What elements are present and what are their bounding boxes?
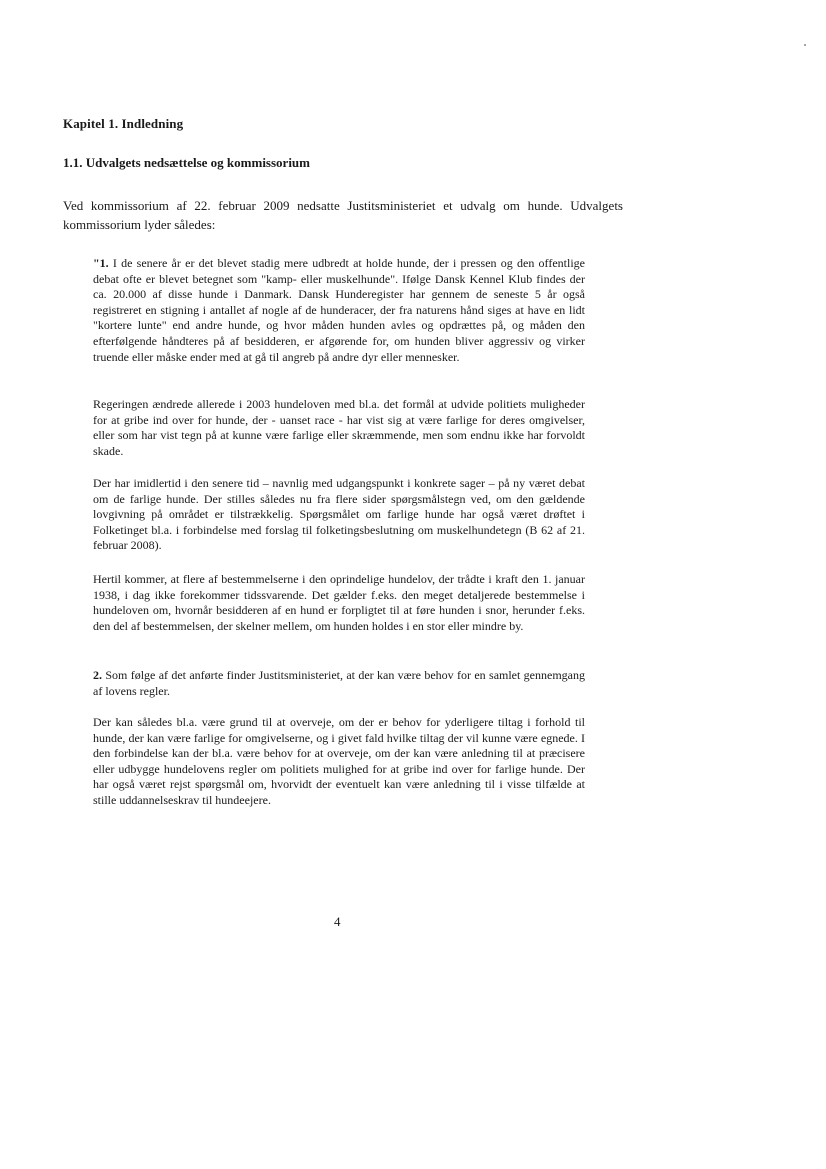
intro-paragraph: Ved kommissorium af 22. februar 2009 nedsatte Justitsministeriet et udvalg om hunde. Udvalgets kommissorium lyder således: bbox=[63, 198, 623, 232]
quote-paragraph-4: Hertil kommer, at flere af bestemmelserne i den oprindelige hundelov, der trådte i kraft den 1. januar 1938, i dag ikke forekommer tidssvarende. Det gælder f.eks. den meget detaljerede bestemmelse i hundeloven om, hvornår besidderen af en hund er forpligtet til at føre hunden i snor, herunder f.eks. den del af bestemmelsen, der skelner mellem, om hunden holdes i en stor eller mindre by. bbox=[93, 572, 585, 633]
quote-text-5: Som følge af det anførte finder Justitsministeriet, at der kan være behov for en samlet gennemgang af lovens regler. bbox=[93, 668, 585, 698]
quote-paragraph-6: Der kan således bl.a. være grund til at overveje, om der er behov for yderligere tiltag i forhold til hunde, der kan være farlige for omgivelserne, og i givet fald hvilke tiltag der vil kunne være egnede. I den forbindelse kan der bl.a. være behov for at overveje, om der kan være anledning til at præcisere eller udbygge hundelovens regler om politiets mulighed for at gribe ind over for farlige hunde. Der har også været rejst spørgsmål om, hvorvidt der eventuelt kan være anledning til i visse tilfælde at stille uddannelseskrav til hundeejere. bbox=[93, 715, 585, 807]
section-title: 1.1. Udvalgets nedsættelse og kommissorium bbox=[63, 155, 310, 170]
quote-text-1: I de senere år er det blevet stadig mere udbredt at holde hunde, der i pressen og den offentlige debat ofte er blevet betegnet som "kamp- eller muskelhunde". Ifølge Dansk Kennel Klub findes der ca. 20.000 af disse hunde i Danmark. Dansk Hunderegister har gennem de seneste 5 år også registreret en stigning i antallet af nogle af de hunderacer, der fra naturens hånd siges at have en lidt "kortere lunte" end andre hunde, og hvor måden hunden avles og opdrættes på, og måden den efterfølgende håndteres på af besidderen, er afgørende for, om hunden bliver aggressiv og virker truende eller måske ender med at gå til angreb på andre dyr eller mennesker. bbox=[93, 256, 585, 364]
quote-number-2: 2. bbox=[93, 668, 102, 682]
quote-paragraph-5 bbox=[93, 668, 585, 699]
chapter-title: Kapitel 1. Indledning bbox=[63, 116, 184, 131]
quote-paragraph-3: Der har imidlertid i den senere tid – navnlig med udgangspunkt i konkrete sager – på ny været debat om de farlige hunde. Der stilles således nu fra flere sider spørgsmålstegn ved, om den gældende lovgivning på området er tilstrækkelig. Spørgsmålet om farlige hunde har også været drøftet i Folketinget bl.a. i forbindelse med forslag til folketingsbeslutning om muskelhundetegn (B 62 af 21. februar 2008). bbox=[93, 476, 585, 553]
quote-paragraph-2: Regeringen ændrede allerede i 2003 hundeloven med bl.a. det formål at udvide politiets muligheder for at gribe ind over for hunde, der - uanset race - har vist sig at være farlige for deres omgivelser, eller som har vist tegn på at kunne være farlige eller skræmmende, men som endnu ikke har forvoldt skade. bbox=[93, 397, 585, 458]
quote-paragraph-1 bbox=[93, 256, 585, 365]
page-number: 4 bbox=[334, 914, 341, 929]
quote-number-1: "1. bbox=[93, 256, 109, 270]
scan-speck bbox=[804, 44, 806, 46]
